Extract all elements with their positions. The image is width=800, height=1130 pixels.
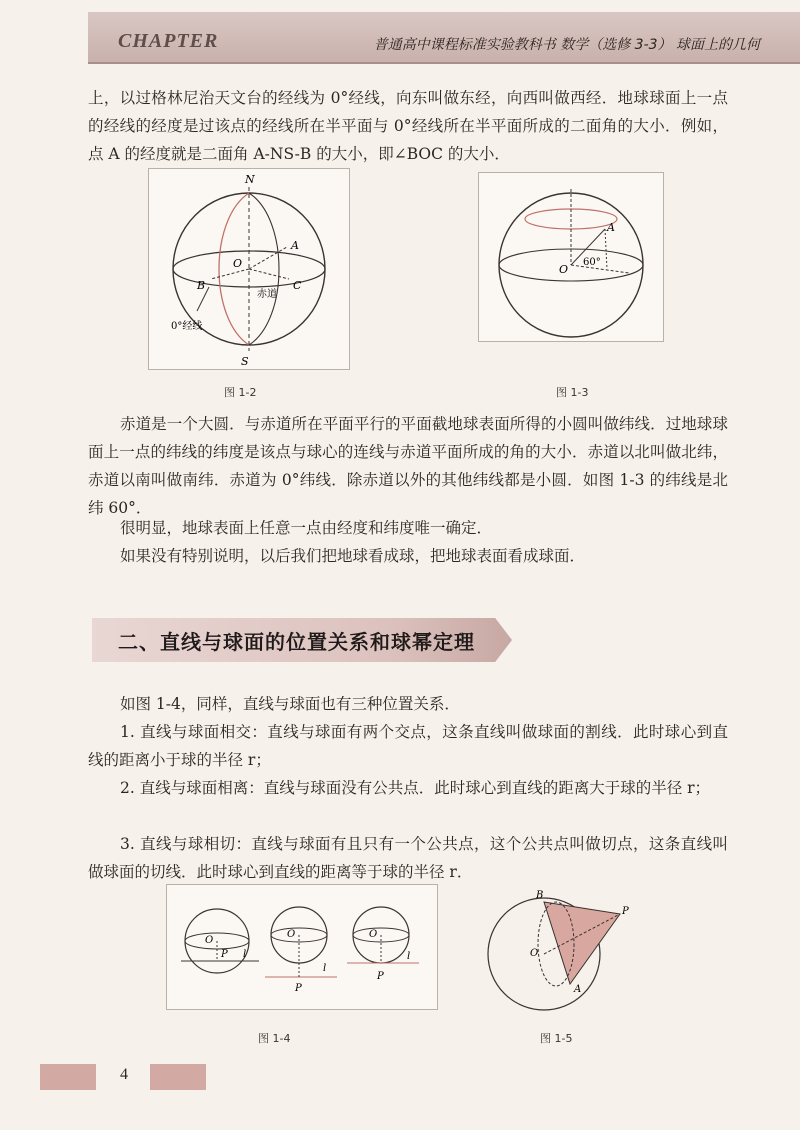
- label-B: B: [197, 279, 206, 292]
- page-number: 4: [120, 1066, 128, 1083]
- section-text-4: 3. 直线与球相切：直线与球面有且只有一个公共点，这个公共点叫做切点，这条直线叫做球面的切线．此时球心到直线的距离等于球的半径 r．: [88, 835, 728, 881]
- section-text-3: 2. 直线与球面相离：直线与球面没有公共点．此时球心到直线的距离大于球的半径 r；: [120, 779, 711, 797]
- section-text-2: 1. 直线与球面相交：直线与球面有两个交点，这条直线叫做球面的割线．此时球心到直线的距离小于球的半径 r；: [88, 723, 728, 769]
- section-text-1: 如图 1-4，同样，直线与球面也有三种位置关系．: [120, 695, 460, 713]
- section-title: 二、直线与球面的位置关系和球幂定理: [118, 630, 475, 654]
- caption-1-3: 图 1-3: [556, 386, 589, 399]
- caption-1-5: 图 1-5: [540, 1032, 573, 1045]
- section-para-4: [88, 830, 728, 886]
- footer-bar-left: [40, 1064, 96, 1090]
- label-A: A: [291, 239, 299, 252]
- label-A-1-5: A: [574, 984, 582, 995]
- label-A-1-3: A: [607, 221, 615, 234]
- sphere-tangent: [347, 907, 419, 982]
- label-angle: 60°: [583, 257, 601, 268]
- label-B-1-5: B: [536, 890, 544, 901]
- paragraph-2: 很明显，地球表面上任意一点由经度和纬度唯一确定．: [120, 519, 493, 537]
- label-l-b: l: [323, 963, 327, 974]
- figure-1-5: [470, 884, 640, 1016]
- label-O-1-5: O: [530, 948, 539, 959]
- label-equator: 赤道: [257, 289, 277, 300]
- figure-1-3: [478, 172, 664, 342]
- label-C: C: [293, 279, 302, 292]
- intro-paragraph: [88, 84, 728, 168]
- paragraph-3: 如果没有特别说明，以后我们把地球看成球，把地球表面看成球面．: [120, 547, 586, 565]
- label-l-a: l: [243, 949, 247, 960]
- paragraph-1: 赤道是一个大圆．与赤道所在平面平行的平面截地球表面所得的小圆叫做纬线．过地球球面上一点的纬线的纬度是该点与球心的连线与赤道平面所成的角的大小．赤道以北叫做北纬，赤道以南叫做南纬．赤道为 0°纬线．除赤道以外的其他纬线都是小圆．如图 1-3 的纬线是北纬 60°．: [88, 415, 728, 517]
- chapter-label: CHAPTER: [118, 30, 219, 52]
- label-O-c: O: [369, 929, 378, 940]
- sphere-latitude-diagram: [479, 173, 663, 341]
- label-O-b: O: [287, 929, 296, 940]
- sphere-longitude-diagram: [149, 169, 349, 369]
- tangent-cone-diagram: [470, 884, 640, 1016]
- assumption-paragraph: [88, 542, 728, 570]
- label-N: N: [245, 173, 255, 186]
- caption-1-4: 图 1-4: [258, 1032, 291, 1045]
- label-l-c: l: [407, 951, 411, 962]
- figure-1-4: [166, 884, 438, 1010]
- line-sphere-positions-diagram: [167, 885, 437, 1009]
- label-meridian: 0°经线: [171, 321, 203, 332]
- label-P-b: P: [295, 983, 302, 994]
- label-O: O: [233, 257, 243, 270]
- label-P-c: P: [377, 971, 384, 982]
- intro-text: 上，以过格林尼治天文台的经线为 0°经线，向东叫做东经，向西叫做西经．地球球面上一点的经线的经度是过该点的经线所在半平面与 0°经线所在半平面所成的二面角的大小．例如，点 A 的经度就是二面角 A-NS-B 的大小，即∠BOC 的大小．: [88, 89, 728, 163]
- caption-1-2: 图 1-2: [224, 386, 257, 399]
- figure-1-2: [148, 168, 350, 370]
- book-title: 普通高中课程标准实验教科书 数学（选修 3-3） 球面上的几何: [373, 37, 760, 53]
- label-S: S: [241, 355, 249, 368]
- equator-paragraph: [88, 410, 728, 522]
- label-O-a: O: [205, 935, 214, 946]
- label-P-a: P: [221, 949, 228, 960]
- unique-paragraph: [88, 514, 728, 542]
- footer-bar-right: [150, 1064, 206, 1090]
- sphere-separate: [265, 907, 337, 994]
- section-para-1: [88, 690, 728, 718]
- section-para-2: [88, 718, 728, 774]
- section-para-3: [88, 774, 728, 802]
- label-P-1-5: P: [622, 906, 629, 917]
- sphere-secant: [181, 909, 259, 973]
- label-O-1-3: O: [559, 263, 569, 276]
